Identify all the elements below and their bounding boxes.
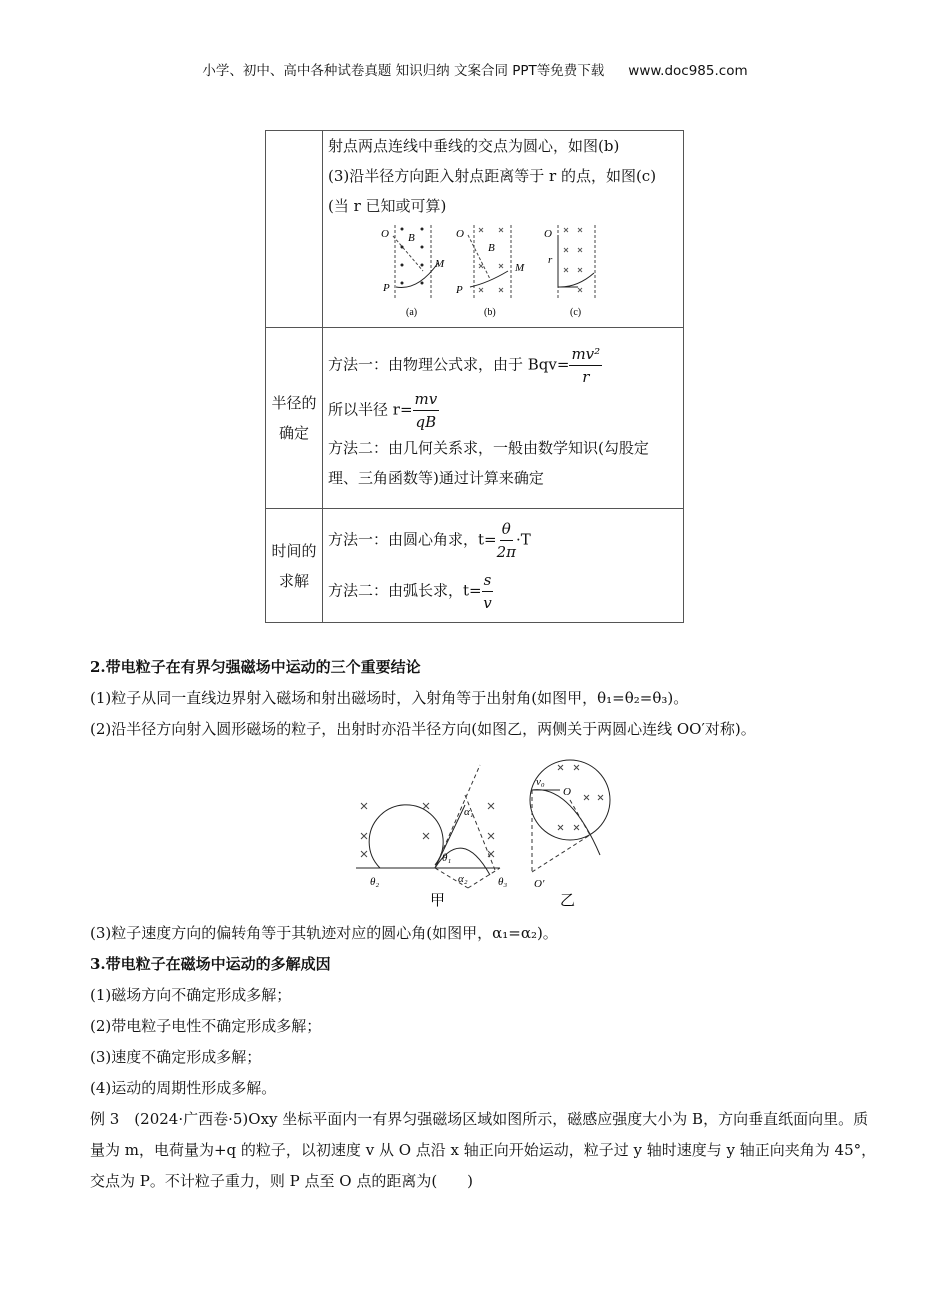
table-row <box>266 509 684 623</box>
svg-text:O′: O′ <box>534 878 545 890</box>
section-heading: 3.带电粒子在磁场中运动的多解成因 <box>90 955 331 973</box>
time-method-2: 方法二：由弧长求，t= $\frac{s}{v}$ <box>328 570 492 612</box>
svg-text:B: B <box>488 242 495 254</box>
svg-text:P: P <box>456 284 463 296</box>
svg-text:B: B <box>408 232 415 244</box>
fig-label: (a) <box>406 307 418 318</box>
figure-abc <box>378 221 678 321</box>
paragraph: (1)粒子从同一直线边界射入磁场和射出磁场时，入射角等于出射角(如图甲，θ₁=θ₂=θ₃)。 <box>90 689 689 707</box>
svg-text:θ₂: θ₂ <box>370 876 380 888</box>
row1-line: (3)沿半径方向距入射点距离等于 r 的点，如图(c) <box>328 167 657 185</box>
example-question: 例 3 (2024·广西卷·5)Oxy 坐标平面内一有界匀强磁场区域如图所示，磁感应强度大小为 B，方向垂直纸面向里。质量为 m，电荷量为+q 的粒子，以初速度 v 从 O 点沿 x 轴正向开始运动，粒子过 y 轴时速度与 y 轴正向夹角为 45°，交点为 P。不计粒子重力，则 P 点至 O 点的距离为( ) <box>90 1110 877 1190</box>
section-heading: 2.带电粒子在有界匀强磁场中运动的三个重要结论 <box>90 658 421 676</box>
svg-text:M: M <box>435 258 445 270</box>
svg-text:O: O <box>544 228 552 240</box>
table-row <box>266 328 684 509</box>
time-method-1: 方法一：由圆心角求，t= $\frac{\theta}{2\pi}$ ·T <box>328 519 531 561</box>
svg-text:O: O <box>563 786 571 798</box>
svg-text:M: M <box>515 262 525 274</box>
svg-text:α₂: α₂ <box>458 873 468 885</box>
paragraph: (3)粒子速度方向的偏转角等于其轨迹对应的圆心角(如图甲，α₁=α₂)。 <box>90 924 558 942</box>
method-table <box>265 130 684 623</box>
table-row <box>266 131 684 328</box>
body-text <box>90 652 880 1197</box>
list-item: (3)速度不确定形成多解； <box>90 1048 262 1066</box>
figure-jia-yi <box>90 745 880 907</box>
fig-label-jia: 甲 <box>430 893 446 907</box>
fig-label: (c) <box>570 307 582 318</box>
row-label-time: 时间的求解 <box>266 509 323 623</box>
row-label-radius: 半径的确定 <box>266 328 323 509</box>
list-item: (1)磁场方向不确定形成多解； <box>90 986 292 1004</box>
fig-label-yi: 乙 <box>560 893 576 907</box>
list-item: (2)带电粒子电性不确定形成多解； <box>90 1017 322 1035</box>
svg-text:α₁: α₁ <box>464 806 474 818</box>
svg-text:P: P <box>383 282 390 294</box>
svg-text:O: O <box>456 228 464 240</box>
svg-text:v₀: v₀ <box>536 776 545 788</box>
header-text: 小学、初中、高中各种试卷真题 知识归纳 文案合同 PPT等免费下载 <box>202 63 605 79</box>
svg-text:O: O <box>381 228 389 240</box>
paragraph: (2)沿半径方向射入圆形磁场的粒子，出射时亦沿半径方向(如图乙，两侧关于两圆心连线 OO′对称)。 <box>90 720 756 738</box>
radius-method-2: 方法二：由几何关系求，一般由数学知识(勾股定理、三角函数等)通过计算来确定 <box>328 439 649 487</box>
svg-text:θ₁: θ₁ <box>442 852 452 864</box>
fig-label: (b) <box>484 307 496 318</box>
radius-method-1: 方法一：由物理公式求，由于 Bqv= $\frac{\text{mv²}}{r}$ <box>328 345 601 386</box>
svg-text:r: r <box>548 254 553 266</box>
list-item: (4)运动的周期性形成多解。 <box>90 1079 277 1097</box>
row1-line: (当 r 已知或可算) <box>328 197 447 215</box>
svg-text:θ₃: θ₃ <box>498 876 508 888</box>
page-header <box>0 59 950 79</box>
radius-formula: 所以半径 r= $\frac{mv}{qB}$ <box>328 390 438 431</box>
row1-line: 射点两点连线中垂线的交点为圆心，如图(b) <box>328 137 620 155</box>
header-url[interactable]: www.doc985.com <box>628 63 748 79</box>
